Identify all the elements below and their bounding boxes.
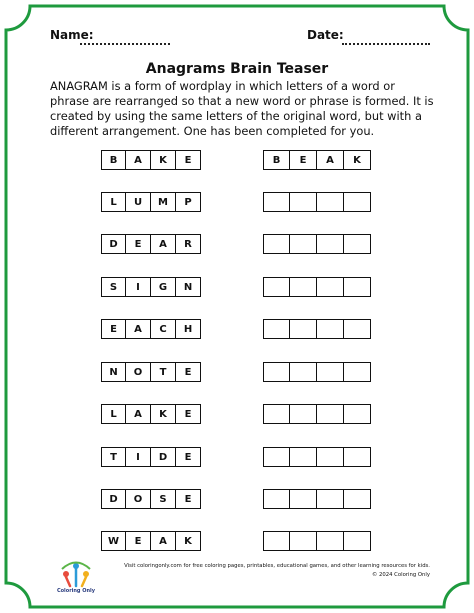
answer-word-boxes <box>263 404 371 424</box>
answer-word-boxes <box>263 319 371 339</box>
given-letter-box: H <box>176 319 201 339</box>
answer-letter-box[interactable] <box>317 319 344 339</box>
answer-letter-box[interactable] <box>290 192 317 212</box>
given-letter-box: D <box>101 234 126 254</box>
answer-letter-box: A <box>317 150 344 170</box>
footer-visit-text: Visit coloringonly.com for free coloring pages, printables, educational games, and other learning resources for kids. <box>124 563 430 569</box>
given-letter-box: R <box>176 234 201 254</box>
given-letter-box: S <box>151 489 176 509</box>
answer-letter-box[interactable] <box>263 277 290 297</box>
answer-word-boxes <box>263 531 371 551</box>
name-label: Name: <box>50 28 94 42</box>
given-letter-box: N <box>176 277 201 297</box>
given-letter-box: E <box>176 489 201 509</box>
name-field[interactable] <box>80 43 170 45</box>
answer-word-boxes <box>263 192 371 212</box>
given-letter-box: A <box>126 404 151 424</box>
answer-letter-box[interactable] <box>344 277 371 297</box>
given-letter-box: B <box>101 150 126 170</box>
answer-letter-box[interactable] <box>344 404 371 424</box>
given-letter-box: P <box>176 192 201 212</box>
answer-letter-box[interactable] <box>344 489 371 509</box>
given-letter-box: E <box>126 531 151 551</box>
answer-letter-box[interactable] <box>263 234 290 254</box>
instructions-text: ANAGRAM is a form of wordplay in which letters of a word or phrase are rearranged so that a new word or phrase is formed. It is created by using the same letters of the original word, but with a different arrangement. One has been completed for you. <box>50 79 434 138</box>
answer-word-boxes <box>263 489 371 509</box>
date-label: Date: <box>307 28 344 42</box>
answer-letter-box[interactable] <box>290 531 317 551</box>
answer-letter-box[interactable] <box>263 362 290 382</box>
given-letter-box: L <box>101 192 126 212</box>
given-letter-box: K <box>151 150 176 170</box>
logo-text: Coloring Only <box>56 588 96 594</box>
given-word-boxes <box>101 489 201 509</box>
answer-letter-box[interactable] <box>263 531 290 551</box>
answer-letter-box[interactable] <box>290 277 317 297</box>
given-letter-box: E <box>176 404 201 424</box>
given-word-boxes <box>101 404 201 424</box>
given-letter-box: G <box>151 277 176 297</box>
given-word-boxes <box>101 234 201 254</box>
answer-letter-box[interactable] <box>344 234 371 254</box>
answer-word-boxes <box>263 362 371 382</box>
answer-letter-box[interactable] <box>317 404 344 424</box>
given-letter-box: A <box>126 150 151 170</box>
answer-letter-box[interactable] <box>290 404 317 424</box>
given-letter-box: E <box>126 234 151 254</box>
given-word-boxes <box>101 319 201 339</box>
given-letter-box: N <box>101 362 126 382</box>
answer-letter-box[interactable] <box>344 192 371 212</box>
given-letter-box: U <box>126 192 151 212</box>
given-letter-box: T <box>151 362 176 382</box>
given-letter-box: A <box>126 319 151 339</box>
answer-letter-box[interactable] <box>317 234 344 254</box>
answer-letter-box[interactable] <box>263 319 290 339</box>
answer-letter-box[interactable] <box>317 489 344 509</box>
answer-letter-box[interactable] <box>290 447 317 467</box>
given-letter-box: L <box>101 404 126 424</box>
answer-letter-box[interactable] <box>317 277 344 297</box>
given-letter-box: M <box>151 192 176 212</box>
given-word-boxes <box>101 277 201 297</box>
answer-letter-box[interactable] <box>317 531 344 551</box>
worksheet-title: Anagrams Brain Teaser <box>145 61 329 77</box>
answer-word-boxes <box>263 277 371 297</box>
given-letter-box: W <box>101 531 126 551</box>
given-letter-box: O <box>126 362 151 382</box>
given-word-boxes <box>101 192 201 212</box>
given-letter-box: E <box>176 362 201 382</box>
answer-letter-box: E <box>290 150 317 170</box>
answer-word-boxes <box>263 150 371 170</box>
coloring-only-logo <box>58 556 94 588</box>
answer-letter-box: K <box>344 150 371 170</box>
answer-letter-box[interactable] <box>344 319 371 339</box>
given-letter-box: A <box>151 531 176 551</box>
answer-letter-box[interactable] <box>263 404 290 424</box>
given-word-boxes <box>101 531 201 551</box>
given-letter-box: D <box>101 489 126 509</box>
given-letter-box: O <box>126 489 151 509</box>
given-letter-box: E <box>176 150 201 170</box>
given-letter-box: D <box>151 447 176 467</box>
answer-letter-box[interactable] <box>344 531 371 551</box>
answer-letter-box[interactable] <box>290 362 317 382</box>
answer-letter-box[interactable] <box>344 362 371 382</box>
given-word-boxes <box>101 447 201 467</box>
given-letter-box: I <box>126 277 151 297</box>
answer-letter-box[interactable] <box>290 489 317 509</box>
footer-copyright: © 2024 Coloring Only <box>372 572 430 578</box>
answer-letter-box[interactable] <box>317 447 344 467</box>
answer-word-boxes <box>263 447 371 467</box>
answer-word-boxes <box>263 234 371 254</box>
given-letter-box: E <box>101 319 126 339</box>
given-letter-box: A <box>151 234 176 254</box>
answer-letter-box[interactable] <box>290 319 317 339</box>
answer-letter-box[interactable] <box>317 362 344 382</box>
answer-letter-box[interactable] <box>344 447 371 467</box>
given-letter-box: T <box>101 447 126 467</box>
answer-letter-box[interactable] <box>263 447 290 467</box>
given-word-boxes <box>101 150 201 170</box>
given-letter-box: I <box>126 447 151 467</box>
given-letter-box: S <box>101 277 126 297</box>
given-word-boxes <box>101 362 201 382</box>
answer-letter-box: B <box>263 150 290 170</box>
answer-letter-box[interactable] <box>263 489 290 509</box>
given-letter-box: K <box>151 404 176 424</box>
date-field[interactable] <box>342 43 430 45</box>
answer-letter-box[interactable] <box>317 192 344 212</box>
given-letter-box: C <box>151 319 176 339</box>
given-letter-box: E <box>176 447 201 467</box>
given-letter-box: K <box>176 531 201 551</box>
answer-letter-box[interactable] <box>290 234 317 254</box>
answer-letter-box[interactable] <box>263 192 290 212</box>
